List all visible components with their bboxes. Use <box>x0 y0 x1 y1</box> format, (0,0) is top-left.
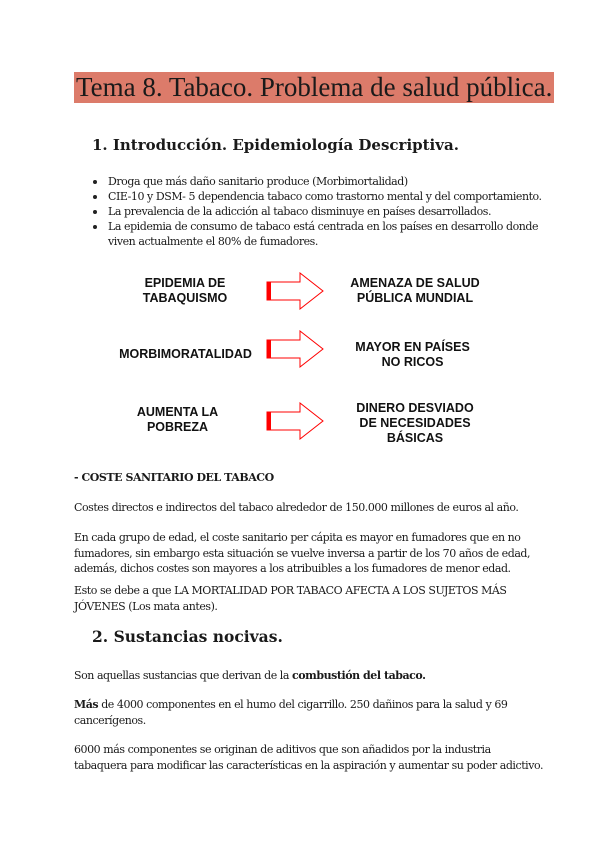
paragraph: Esto se debe a que LA MORTALIDAD POR TABACO AFECTA A LOS SUJETOS MÁS JÓVENES (Los mata antes). <box>74 584 507 613</box>
section-heading-introduccion: 1. Introducción. Epidemiología Descriptiva. <box>92 136 459 154</box>
diagram-effect <box>350 340 475 370</box>
diagram-text: POBREZA <box>146 420 209 434</box>
diagram-text: AUMENTA LA <box>136 405 219 419</box>
list-item: La prevalencia de la adicción al tabaco disminuye en países desarrollados. <box>92 204 542 219</box>
arrow-right-icon <box>265 402 325 440</box>
page-title: Tema 8. Tabaco. Problema de salud pública. <box>76 72 553 102</box>
diagram-text: MAYOR EN PAÍSES <box>355 340 470 354</box>
paragraph: 6000 más componentes se originan de aditivos que son añadidos por la industria tabaquera para modificar las características en la aspiración y aumentar su poder adictivo. <box>74 743 544 772</box>
diagram-text: MORBIMORATALIDAD <box>119 347 252 361</box>
section-heading-sustancias: 2. Sustancias nocivas. <box>92 627 283 646</box>
diagram-cause <box>118 347 253 362</box>
arrow-right-icon <box>265 330 325 368</box>
paragraph: Costes directos e indirectos del tabaco alrededor de 150.000 millones de euros al año. <box>74 501 519 514</box>
text: de 4000 componentes en el humo del cigarrillo. 250 dañinos para la salud y 69 cancerígenos. <box>74 698 508 727</box>
list-item: La epidemia de consumo de tabaco está centrada en los países en desarrollo donde viven actualmente el 80% de fumadores. <box>92 219 542 249</box>
paragraph <box>74 668 544 684</box>
diagram-text: DINERO DESVIADO <box>356 401 474 415</box>
diagram-cause <box>135 276 235 306</box>
bold-text: Más <box>74 698 99 711</box>
bold-text: combustión del tabaco. <box>292 669 426 682</box>
paragraph: En cada grupo de edad, el coste sanitario per cápita es mayor en fumadores que en no fumadores, sin embargo esta situación se vuelve inversa a partir de los 70 años de edad, además, dichos costes son mayores a los atribuibles a los fumadores de menor edad. <box>74 531 531 575</box>
diagram-text: DE NECESIDADES <box>359 416 471 430</box>
diagram-text: TABAQUISMO <box>142 291 228 305</box>
diagram-text: PÚBLICA MUNDIAL <box>356 291 474 305</box>
diagram-effect <box>345 276 485 306</box>
coste-heading: - COSTE SANITARIO DEL TABACO <box>74 471 274 484</box>
text: Son aquellas sustancias que derivan de la <box>74 669 293 682</box>
diagram-effect <box>355 401 475 446</box>
list-item: CIE-10 y DSM- 5 dependencia tabaco como trastorno mental y del comportamiento. <box>92 189 542 204</box>
bullet-list <box>92 174 542 249</box>
list-item: Droga que más daño sanitario produce (Morbimortalidad) <box>92 174 542 189</box>
diagram-cause <box>135 405 220 435</box>
diagram-text: EPIDEMIA DE <box>144 276 226 290</box>
diagram-text: NO RICOS <box>381 355 444 369</box>
diagram-text: BÁSICAS <box>386 431 444 445</box>
paragraph <box>74 697 544 728</box>
arrow-right-icon <box>265 272 325 310</box>
diagram-text: AMENAZA DE SALUD <box>350 276 480 290</box>
